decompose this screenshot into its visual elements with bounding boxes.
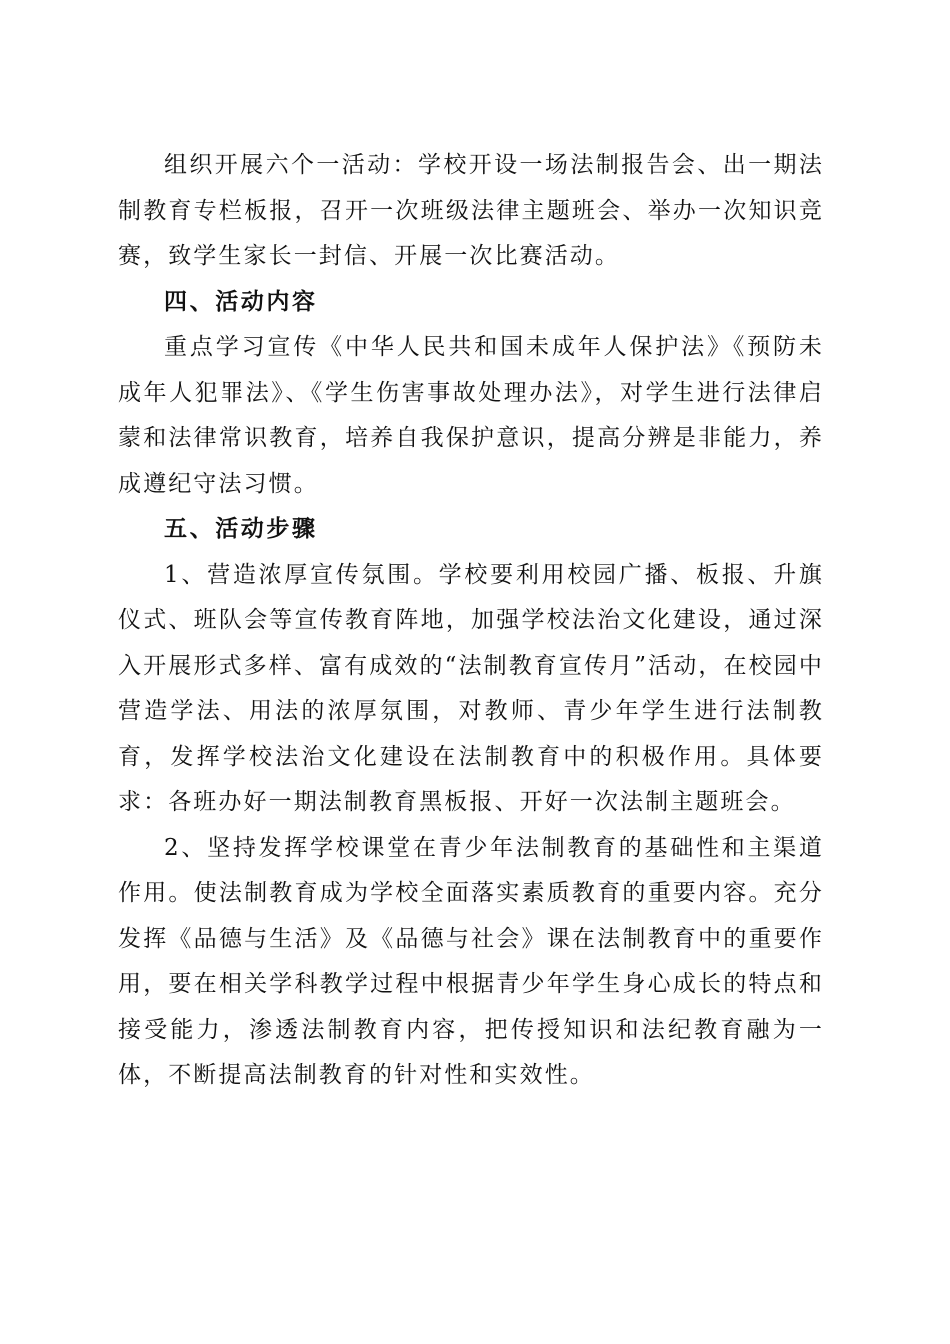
paragraph-step-1: 1、营造浓厚宣传氛围。学校要利用校园广播、板报、升旗仪式、班队会等宣传教育阵地，加强学校法治文化建设，通过深入开展形式多样、富有成效的“法制教育宣传月”活动，在校园中营造学法、用法的浓厚氛围，对教师、青少年学生进行法制教育，发挥学校法治文化建设在法制教育中的积极作用。具体要求：各班办好一期法制教育黑板报、开好一次法制主题班会。 bbox=[118, 561, 824, 815]
paragraph-six-activities: 组织开展六个一活动：学校开设一场法制报告会、出一期法制教育专栏板报，召开一次班级法律主题班会、举办一次知识竞赛，致学生家长一封信、开展一次比赛活动。 bbox=[118, 152, 824, 269]
paragraph-step-2: 2、坚持发挥学校课堂在青少年法制教育的基础性和主渠道作用。使法制教育成为学校全面落实素质教育的重要内容。充分发挥《品德与生活》及《品德与社会》课在法制教育中的重要作用，要在相关学科教学过程中根据青少年学生身心成长的特点和接受能力，渗透法制教育内容，把传授知识和法纪教育融为一体，不断提高法制教育的针对性和实效性。 bbox=[118, 834, 824, 1088]
paragraph-activity-content: 重点学习宣传《中华人民共和国未成年人保护法》《预防未成年人犯罪法》、《学生伤害事故处理办法》，对学生进行法律启蒙和法律常识教育，培养自我保护意识，提高分辨是非能力，养成遵纪守法习惯。 bbox=[118, 334, 824, 497]
section-heading-activity-steps: 五、活动步骤 bbox=[164, 516, 318, 542]
document-body bbox=[118, 143, 824, 1099]
section-heading-activity-content: 四、活动内容 bbox=[164, 288, 318, 315]
